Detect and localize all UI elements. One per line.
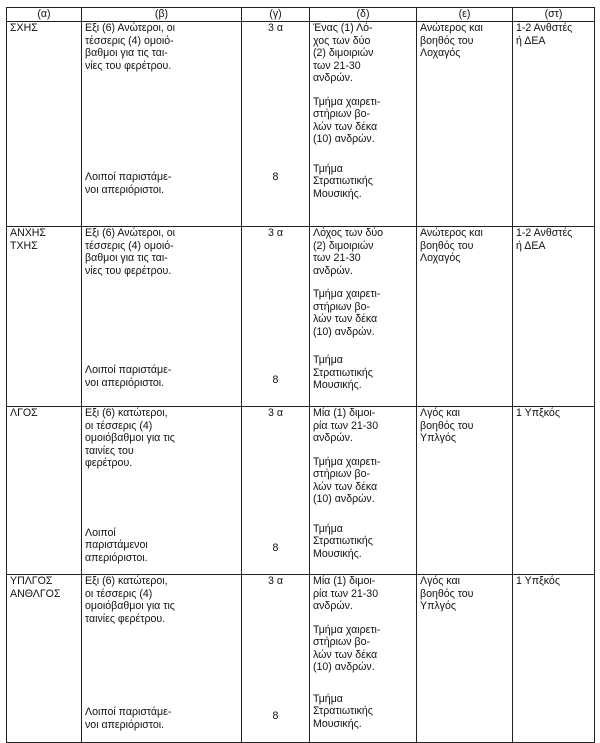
escort-cell <box>82 407 242 575</box>
escort-others-text: Λοιποί παριστάμε- νοι απεριόριστοι. <box>85 706 172 731</box>
detachment-band-text: Τμήμα Στρατιωτικής Μουσικής. <box>313 692 373 730</box>
count-primary: 3 α <box>268 22 283 34</box>
rank-cell: ΑΝΧΗΣ ΤΧΗΣ <box>7 227 82 407</box>
header-col-b: (β) <box>82 8 242 22</box>
extra-cell: 1-2 Ανθστές ή ΔΕΑ <box>513 22 595 227</box>
table-row <box>7 22 595 227</box>
honors-table <box>6 7 595 743</box>
detachment-salute-text: Τμήμα χαιρετι- στήριων βο- λών των δέκα (10) ανδρών. <box>313 288 381 338</box>
table-row <box>7 575 595 743</box>
escort-others-text: Λοιποί παριστάμε- νοι απεριόριστοι. <box>85 171 172 196</box>
detachment-band-text: Τμήμα Στρατιωτικής Μουσικής. <box>313 522 373 560</box>
header-col-d: (δ) <box>310 8 417 22</box>
count-secondary: 8 <box>272 709 279 722</box>
escort-cell <box>82 227 242 407</box>
detachment-band-text: Τμήμα Στρατιωτικής Μουσικής. <box>313 354 373 391</box>
header-col-e: (ε) <box>417 8 513 22</box>
header-col-c: (γ) <box>242 8 310 22</box>
header-col-f: (στ) <box>513 8 595 22</box>
detachment-cell <box>310 22 417 227</box>
count-secondary: 8 <box>272 373 279 386</box>
detachment-cell <box>310 407 417 575</box>
commander-cell: Λγός και βοηθός του Υπλγός <box>417 407 513 575</box>
detachment-company-text: Ένας (1) Λό- χος των δύο (2) διμοιριών των 21-30 ανδρών. <box>313 22 374 84</box>
count-cell <box>242 407 310 575</box>
rank-cell: ΥΠΛΓΟΣ ΑΝΘΛΓΟΣ <box>7 575 82 743</box>
escort-others-text: Λοιποί παριστάμε- νοι απεριόριστοι. <box>85 364 172 389</box>
detachment-cell <box>310 227 417 407</box>
count-primary: 3 α <box>268 575 283 587</box>
rank-cell: ΛΓΟΣ <box>7 407 82 575</box>
header-row <box>7 8 595 22</box>
detachment-company-text: Μία (1) διμοι- ρία των 21-30 ανδρών. <box>313 575 379 612</box>
count-cell <box>242 227 310 407</box>
detachment-cell <box>310 575 417 743</box>
count-cell <box>242 22 310 227</box>
escort-others-text: Λοιποί παριστάμενοι απεριόριστοι. <box>85 526 148 564</box>
escort-cell <box>82 22 242 227</box>
detachment-company-text: Μία (1) διμοι- ρία των 21-30 ανδρών. <box>313 407 379 444</box>
commander-cell: Ανώτερος και βοηθός του Λοχαγός <box>417 227 513 407</box>
table-row <box>7 227 595 407</box>
escort-officers-text: Εξι (6) Ανώτεροι, οι τέσσερις (4) ομοιό- βαθμοι για τις ται- νίες του φερέτρου. <box>85 22 176 72</box>
count-primary: 3 α <box>268 407 283 419</box>
commander-cell: Λγός και βοηθός του Υπλγός <box>417 575 513 743</box>
commander-cell: Ανώτερος και βοηθός του Λοχαγός <box>417 22 513 227</box>
table-row <box>7 407 595 575</box>
count-primary: 3 α <box>268 227 283 239</box>
header-col-a: (α) <box>7 8 82 22</box>
escort-officers-text: Εξι (6) κατώτεροι, οι τέσσερις (4) ομοιόβαθμοι για τις ταινίες του φερέτρου. <box>85 407 175 469</box>
detachment-company-text: Λόχος των δύο (2) διμοιριών των 21-30 ανδρών. <box>313 227 384 277</box>
count-secondary: 8 <box>272 170 279 183</box>
detachment-band-text: Τμήμα Στρατιωτικής Μουσικής. <box>313 162 373 200</box>
extra-cell: 1 Υπξκός <box>513 407 595 575</box>
extra-cell: 1-2 Ανθστές ή ΔΕΑ <box>513 227 595 407</box>
escort-officers-text: Εξι (6) Ανώτεροι, οι τέσσερις (4) ομοιό- βαθμοι για τις ται- νίες του φερέτρου. <box>85 227 176 277</box>
detachment-salute-text: Τμήμα χαιρετι- στήριων βο- λών των δέκα (10) ανδρών. <box>313 455 381 505</box>
count-secondary: 8 <box>272 541 279 554</box>
extra-cell: 1 Υπξκός <box>513 575 595 743</box>
escort-officers-text: Εξι (6) κατώτεροι, οι τέσσερις (4) ομοιόβαθμοι για τις ταινίες φερέτρου. <box>85 575 175 625</box>
escort-cell <box>82 575 242 743</box>
count-cell <box>242 575 310 743</box>
rank-cell: ΣΧΗΣ <box>7 22 82 227</box>
detachment-salute-text: Τμήμα χαιρετι- στήριων βο- λών των δέκα (10) ανδρών. <box>313 95 381 145</box>
detachment-salute-text: Τμήμα χαιρετι- στήριων βο- λών των δέκα (10) ανδρών. <box>313 623 381 673</box>
